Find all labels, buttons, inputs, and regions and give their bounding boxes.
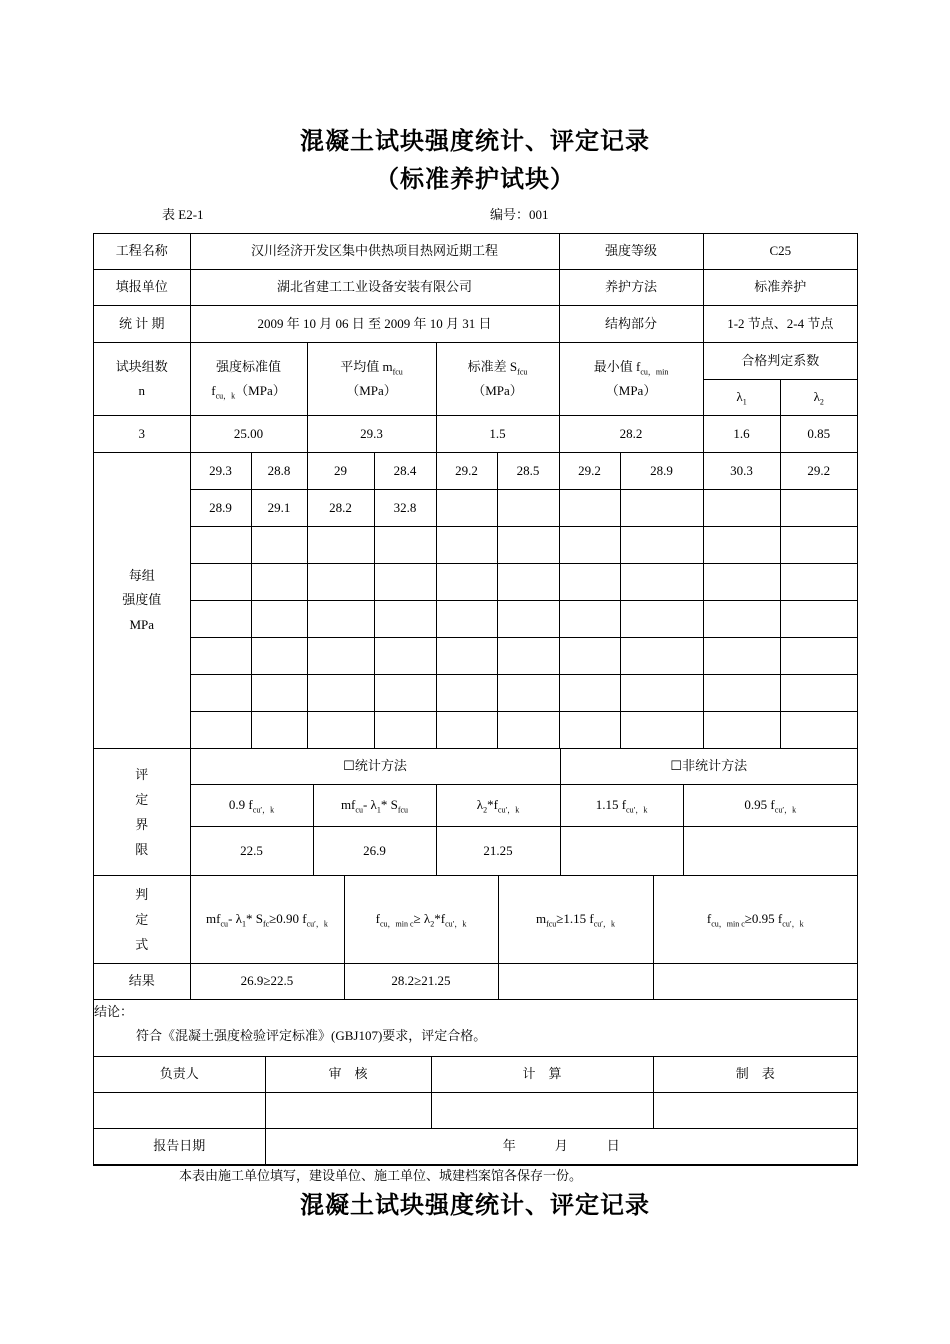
empty-strength-row	[94, 638, 857, 675]
mean-header	[307, 343, 436, 416]
groups-header	[94, 343, 190, 416]
make-signature	[653, 1093, 857, 1129]
conclusion-label: 结论：	[94, 1004, 134, 1019]
strength-cell: 29.2	[559, 453, 620, 490]
lambda1-symbol: λ	[736, 389, 743, 405]
calc-label: 计 算	[431, 1057, 653, 1093]
groups-header-sub: n	[138, 383, 145, 398]
unit-value: 湖北省建工工业设备安装有限公司	[190, 270, 559, 306]
strength-cell: 32.8	[374, 490, 436, 527]
min-label: 最小值 f	[593, 358, 641, 374]
limit-value-1: 22.5	[190, 827, 313, 876]
record-form	[93, 233, 858, 1166]
page-title: 混凝土试块强度统计、评定记录	[300, 127, 650, 155]
limit-formula-1: 0.9 $f_{cu',k}$	[190, 785, 313, 827]
mean-index: fcu	[392, 367, 403, 377]
sd-header	[436, 343, 559, 416]
signoff-table	[94, 1000, 857, 1165]
page-subtitle: （标准养护试块）	[375, 165, 575, 193]
serial-number: 编号：001	[490, 207, 549, 222]
curing-value: 标准养护	[703, 270, 857, 306]
report-date-value: 年 月 日	[265, 1129, 857, 1165]
strength-cell: 28.5	[497, 453, 559, 490]
make-label: 制 表	[653, 1057, 857, 1093]
limits-label-char: 界	[135, 817, 149, 832]
strength-cell: 30.3	[703, 453, 780, 490]
strength-cell	[559, 490, 620, 527]
strength-cell: 29.2	[780, 453, 857, 490]
strength-cell: 28.9	[190, 490, 251, 527]
strength-cell	[497, 490, 559, 527]
group-strength-label-3: MPa	[129, 616, 155, 632]
result-label: 结果	[94, 964, 190, 1000]
stat-groups-value: 3	[94, 416, 190, 453]
limit-formula-3: $\lambda_2*f_{cu',k}$	[436, 785, 560, 827]
limit-value-2: 26.9	[313, 827, 436, 876]
stat-std-value: 25.00	[190, 416, 307, 453]
judgement-formula-3: $m_{fcu}\ge 1.15$ $f_{cu',k}$	[498, 876, 653, 964]
empty-strength-row	[94, 601, 857, 638]
part-value: 1-2 节点、2-4 节点	[703, 306, 857, 343]
sd-label: 标准差 S	[467, 358, 518, 374]
responsible-label: 负责人	[94, 1057, 265, 1093]
grade-label: 强度等级	[559, 234, 703, 270]
project-label: 工程名称	[94, 234, 190, 270]
sd-index: fcu	[517, 367, 528, 377]
judgement-label	[94, 876, 190, 964]
period-label: 统 计 期	[94, 306, 190, 343]
strength-cell: 28.9	[620, 453, 703, 490]
strength-cell: 29.3	[190, 453, 251, 490]
mean-label: 平均值 m	[340, 358, 393, 374]
empty-strength-row	[94, 564, 857, 601]
judgement-label-char: 式	[135, 937, 149, 952]
lambda1-index: 1	[742, 398, 747, 408]
lambda2-header	[780, 380, 857, 416]
limit-value-5	[683, 827, 857, 876]
period-value: 2009 年 10 月 06 日 至 2009 年 10 月 31 日	[190, 306, 559, 343]
limit-formula-2: $mf_{cu}-$ $\lambda_1*$ $S_{fcu}$	[313, 785, 436, 827]
judgement-label-char: 定	[135, 912, 149, 927]
stat-mean-value: 29.3	[307, 416, 436, 453]
std-symbol-index: cu，k	[215, 391, 236, 401]
footnote: 本表由施工单位填写，建设单位、施工单位、城建档案馆各保存一份。	[179, 1169, 583, 1184]
std-value-header	[190, 343, 307, 416]
lambda2-symbol: λ	[813, 389, 820, 405]
result-value-2: 28.2≥21.25	[344, 964, 498, 1000]
min-index: cu，min	[640, 367, 669, 377]
strength-cell: 29.1	[251, 490, 307, 527]
nonstat-method-checkbox[interactable]: ☐非统计方法	[560, 749, 857, 785]
min-header	[559, 343, 703, 416]
strength-cell: 28.2	[307, 490, 374, 527]
std-unit: （MPa）	[235, 383, 286, 398]
limits-label-char: 限	[135, 842, 149, 857]
groups-header-label: 试块组数	[115, 358, 168, 374]
limits-label	[94, 749, 190, 876]
coef-header: 合格判定系数	[703, 343, 857, 380]
responsible-signature	[94, 1093, 265, 1129]
empty-strength-row	[94, 527, 857, 564]
judgement-table	[94, 876, 857, 1000]
judgement-formula-2: $f_{cu,min c}\ge \lambda_2*f_{cu',k}$	[344, 876, 498, 964]
limits-label-char: 定	[135, 792, 149, 807]
conclusion-text: 符合《混凝土强度检验评定标准》(GBJ107)要求，评定合格。	[136, 1028, 487, 1043]
judgement-formula-1: $mf_{cu}-$ $\lambda_1*$ $S_{fc}\ge 0.90$ $f_{cu',k}$	[190, 876, 344, 964]
judgement-label-char: 判	[135, 887, 149, 902]
curing-label: 养护方法	[559, 270, 703, 306]
stat-lambda1-value: 1.6	[703, 416, 780, 453]
min-unit: （MPa）	[605, 383, 657, 398]
limit-formula-5: 0.95 $f_{cu',k}$	[683, 785, 857, 827]
stat-min-value: 28.2	[559, 416, 703, 453]
grade-value: C25	[703, 234, 857, 270]
strength-cell	[620, 490, 703, 527]
stat-lambda2-value: 0.85	[780, 416, 857, 453]
limits-table	[94, 749, 857, 876]
unit-label: 填报单位	[94, 270, 190, 306]
limit-value-3: 21.25	[436, 827, 560, 876]
group-strength-label	[94, 453, 190, 749]
project-value: 汉川经济开发区集中供热项目热网近期工程	[190, 234, 559, 270]
strength-cell: 28.8	[251, 453, 307, 490]
strength-cell	[703, 490, 780, 527]
review-label: 审 核	[265, 1057, 431, 1093]
group-strength-label-2: 强度值	[122, 592, 162, 608]
form-code: 表 E2-1	[162, 207, 204, 222]
group-strength-label-1: 每组	[128, 568, 155, 584]
lambda2-index: 2	[819, 398, 824, 408]
std-symbol: f	[211, 383, 216, 398]
std-value-header-label: 强度标准值	[215, 358, 281, 374]
stat-method-checkbox[interactable]: ☐统计方法	[190, 749, 560, 785]
sd-unit: （MPa）	[472, 383, 523, 398]
result-value-3	[498, 964, 653, 1000]
limits-label-char: 评	[135, 767, 149, 782]
strength-cell: 29	[307, 453, 374, 490]
mean-unit: （MPa）	[346, 383, 397, 398]
conclusion-cell	[94, 1000, 857, 1057]
result-value-4	[653, 964, 857, 1000]
stat-sd-value: 1.5	[436, 416, 559, 453]
report-date-label: 报告日期	[94, 1129, 265, 1165]
empty-strength-row	[94, 712, 857, 749]
review-signature	[265, 1093, 431, 1129]
judgement-formula-4: $f_{cu,min c}\ge 0.95$ $f_{cu',k}$	[653, 876, 857, 964]
limit-formula-4: 1.15 $f_{cu',k}$	[560, 785, 683, 827]
empty-strength-row	[94, 675, 857, 712]
strength-cell	[780, 490, 857, 527]
result-value-1: 26.9≥22.5	[190, 964, 344, 1000]
stats-table	[94, 234, 857, 749]
strength-cell: 29.2	[436, 453, 497, 490]
limit-value-4	[560, 827, 683, 876]
next-page-title: 混凝土试块强度统计、评定记录	[300, 1191, 650, 1219]
strength-cell	[436, 490, 497, 527]
lambda1-header	[703, 380, 780, 416]
part-label: 结构部分	[559, 306, 703, 343]
calc-signature	[431, 1093, 653, 1129]
strength-cell: 28.4	[374, 453, 436, 490]
